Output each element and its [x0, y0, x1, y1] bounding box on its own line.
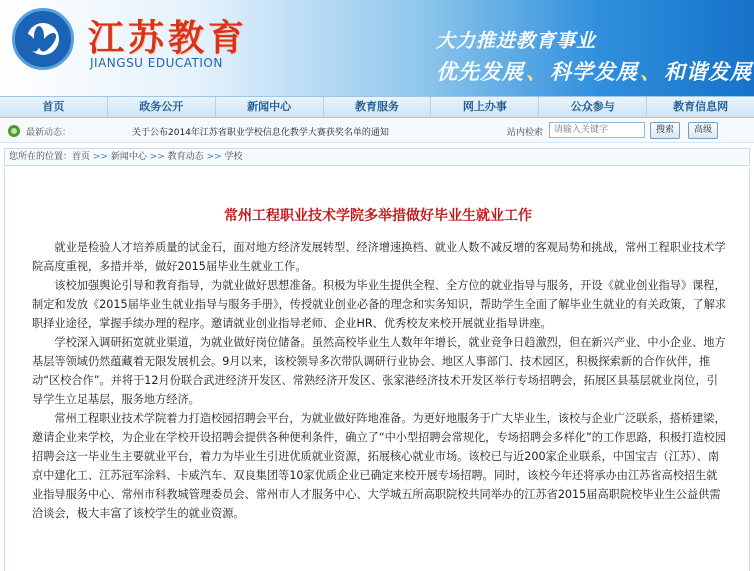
- site-title[interactable]: 江苏教育: [88, 17, 249, 59]
- article-paragraph: 该校加强舆论引导和教育指导，为就业做好思想准备。积极为毕业生提供全程、全方位的就业指导与服务，开设《就业创业指导》课程，制定和发放《2015届毕业生就业指导与服务手册》，传授就业创业必备的理念和实务知识，帮助学生全面了解毕业生就业的有关政策，了解求职择业途径，掌握手续办理的程序。邀请就业创业指导老师、企业HR、优秀校友来校开展就业指导讲座。: [32, 279, 727, 330]
- article-paragraph: 学校深入调研拓宽就业渠道，为就业做好岗位储备。虽然高校毕业生人数年年增长，就业竞争日趋激烈，但在新兴产业、中小企业、地方基层等领域仍然蕴藏着无限发展机会。9月以来，该校领导多次带队调研行业协会、地区人事部门、技术园区，积极探索新的合作伙伴，推动“区校合作”。并将于12月份联合武进经济开发区、常熟经济开发区、张家港经济技术开发区举行专场招聘会，拓展区县基层就业岗位，引导学生立足基层，服务地方经济。: [32, 336, 726, 406]
- slogan-line2: [436, 56, 752, 86]
- search-input[interactable]: [549, 122, 645, 138]
- article-container: [4, 169, 750, 571]
- breadcrumb: [4, 148, 750, 166]
- slogan-separator: 、: [526, 60, 548, 84]
- breadcrumb-item-education-news[interactable]: 教育动态: [167, 152, 204, 162]
- breadcrumb-item-news-center[interactable]: 新闻中心: [110, 152, 147, 162]
- site-header: [0, 0, 754, 96]
- nav-item-education-services[interactable]: 教育服务: [324, 97, 432, 117]
- site-logo-icon[interactable]: [12, 8, 74, 70]
- nav-item-public-participation[interactable]: 公众参与: [539, 97, 647, 117]
- nav-item-home[interactable]: 首页: [0, 97, 108, 117]
- search-button[interactable]: 搜索: [650, 122, 680, 139]
- search-label: 站内检索: [507, 128, 544, 138]
- site-subtitle: JIANGSU EDUCATION: [90, 56, 223, 70]
- article-body: [32, 238, 727, 523]
- nav-item-online-services[interactable]: 网上办事: [431, 97, 539, 117]
- article-title: 常州工程职业技术学院多举措做好毕业生就业工作: [224, 208, 532, 224]
- breadcrumb-item-home[interactable]: 首页: [72, 152, 91, 162]
- ticker-news-link[interactable]: 关于公布2014年江苏省职业学校信息化教学大赛获奖名单的通知: [132, 128, 389, 138]
- nav-item-news-center[interactable]: 新闻中心: [216, 97, 324, 117]
- main-nav: [0, 96, 754, 118]
- slogan-separator: 、: [640, 60, 662, 84]
- breadcrumb-separator: >>: [203, 152, 225, 162]
- slogan-part1: 优先发展: [436, 60, 524, 84]
- nav-item-government-affairs[interactable]: 政务公开: [108, 97, 216, 117]
- article-paragraph: 常州工程职业技术学院着力打造校园招聘会平台，为就业做好阵地准备。为更好地服务于广大毕业生，该校与企业广泛联系，搭桥建梁，邀请企业来学校，为企业在学校开设招聘会提供各种便利条件，确立了“中小型招聘会常规化，专场招聘会多样化”的工作思路，积极打造校园招聘会这一毕业生主要就业平台，着力为毕业生引进优质就业资源，拓展核心就业市场。该校已与近200家企业联系，中国宝吉（江苏）、南京中建化工、江苏冠军涂料、卡威汽车、双良集团等10家优质企业已确定来校开展专场招聘。同时，该校今年还将承办由江苏省高校招生就业指导服务中心、常州市科教城管理委员会、常州市人才服务中心、大学城五所高职院校共同举办的江苏省2015届高职院校毕业生公益供需洽谈会，极大丰富了该校学生的就业资源。: [32, 412, 727, 520]
- breadcrumb-separator: >>: [90, 152, 111, 162]
- news-ticker-bar: [0, 119, 754, 143]
- advanced-search-button[interactable]: 高级: [688, 122, 718, 139]
- nav-item-education-info-network[interactable]: 教育信息网: [673, 100, 729, 113]
- slogan-part2: 科学发展: [550, 60, 638, 84]
- breadcrumb-separator: >>: [146, 152, 168, 162]
- slogan-line1: 大力推进教育事业: [436, 30, 597, 52]
- green-dot-icon: [8, 125, 20, 137]
- article-paragraph: 就业是检验人才培养质量的试金石，面对地方经济发展转型、经济增速换档、就业人数不减反增的客观局势和挑战，常州工程职业技术学院高度重视，多措并举，做好2015届毕业生就业工作。: [32, 241, 726, 273]
- breadcrumb-prefix: 您所在的位置：: [9, 152, 73, 162]
- breadcrumb-item-school[interactable]: 学校: [224, 152, 243, 162]
- ticker-label: 最新动态：: [26, 128, 72, 138]
- slogan-part3: 和谐发展: [664, 60, 752, 84]
